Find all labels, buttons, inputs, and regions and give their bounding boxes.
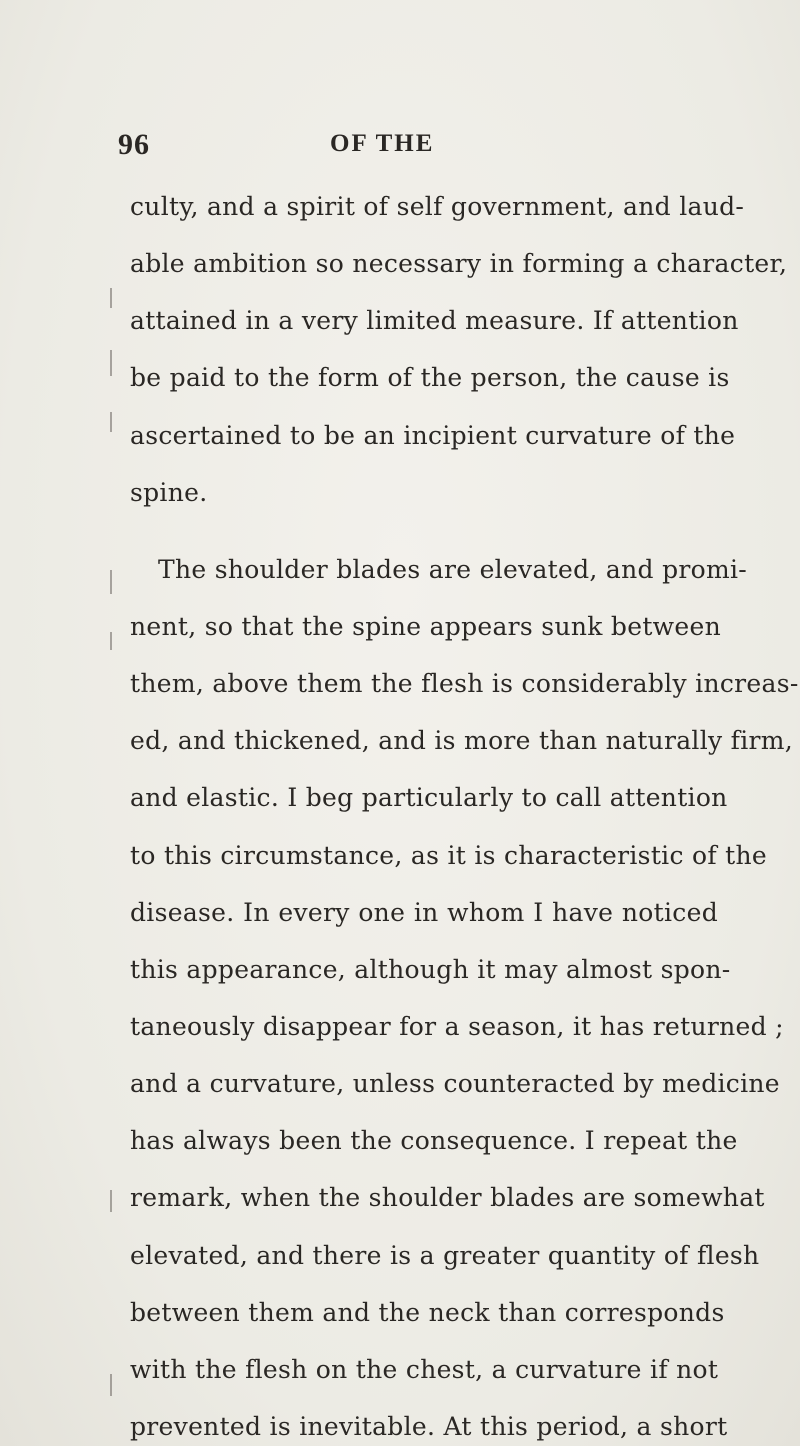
text-line: ed, and thickened, and is more than naturally firm,: [130, 726, 794, 755]
text-line: remark, when the shoulder blades are somewhat: [130, 1183, 765, 1212]
text-line: has always been the consequence. I repeat the: [130, 1126, 738, 1155]
text-line: ascertained to be an incipient curvature of the: [130, 421, 736, 450]
text-line: culty, and a spirit of self government, and laud-: [130, 192, 745, 221]
page-number: 96: [118, 128, 150, 161]
text-line: and elastic. I beg particularly to call attention: [130, 783, 728, 812]
text-line: them, above them the flesh is considerably increas-: [130, 669, 799, 698]
text-line: disease. In every one in whom I have noticed: [130, 898, 718, 927]
gutter-mark: [110, 1374, 112, 1396]
gutter-mark: [110, 288, 112, 308]
text-line: The shoulder blades are elevated, and promi-: [158, 555, 748, 584]
gutter-mark: [110, 570, 112, 594]
gutter-mark: [110, 350, 112, 376]
text-line: elevated, and there is a greater quantity of flesh: [130, 1241, 760, 1270]
text-line: taneously disappear for a season, it has returned ;: [130, 1012, 784, 1041]
text-line: to this circumstance, as it is characteristic of the: [130, 841, 767, 870]
text-line: between them and the neck than corresponds: [130, 1298, 725, 1327]
text-line: able ambition so necessary in forming a character,: [130, 249, 788, 278]
text-line: spine.: [130, 478, 208, 507]
text-line: be paid to the form of the person, the cause is: [130, 363, 730, 392]
text-line: prevented is inevitable. At this period, a short: [130, 1412, 728, 1441]
running-title: OF THE: [330, 130, 435, 157]
running-head: [118, 128, 718, 172]
gutter-mark: [110, 1190, 112, 1212]
text-line: and a curvature, unless counteracted by medicine: [130, 1069, 780, 1098]
text-line: this appearance, although it may almost spon-: [130, 955, 731, 984]
gutter-mark: [110, 412, 112, 432]
text-line: attained in a very limited measure. If attention: [130, 306, 739, 335]
text-line: nent, so that the spine appears sunk between: [130, 612, 721, 641]
text-line: with the flesh on the chest, a curvature if not: [130, 1355, 719, 1384]
gutter-mark: [110, 632, 112, 650]
